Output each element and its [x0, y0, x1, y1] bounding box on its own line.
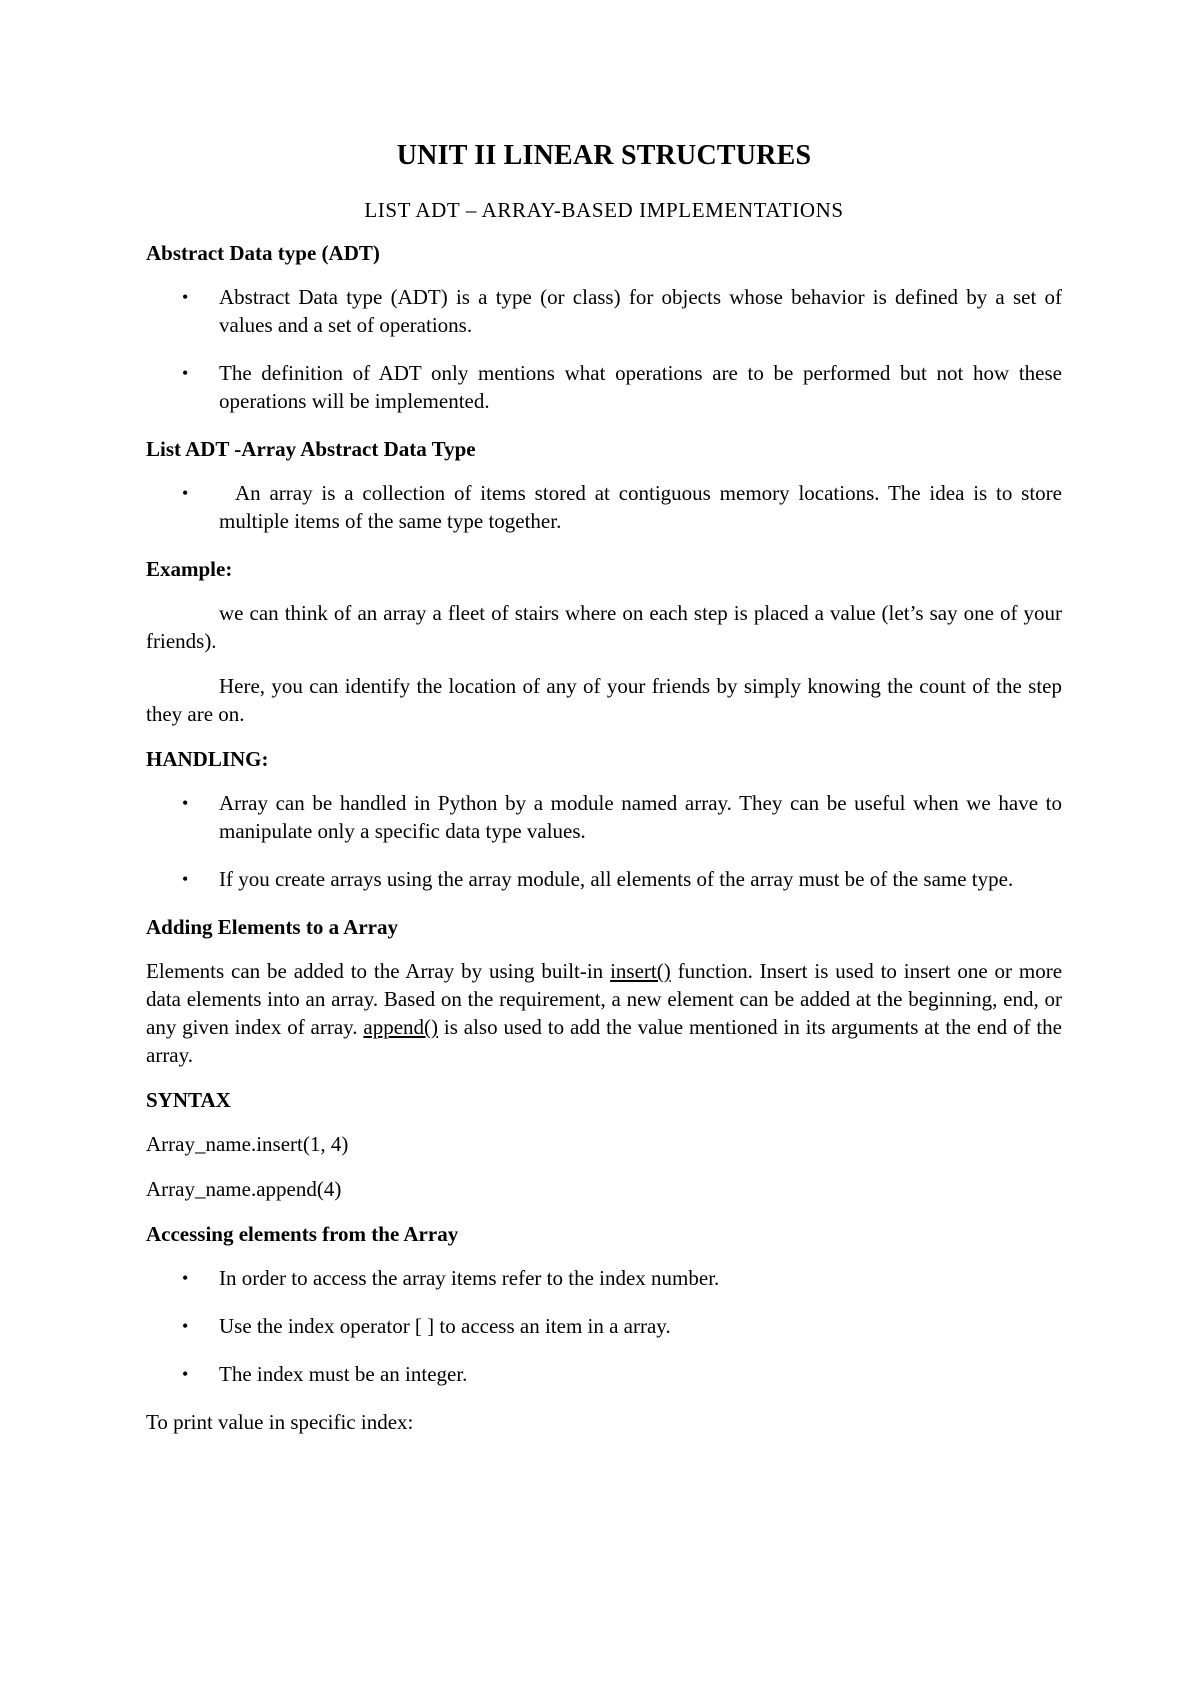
list-item-text: The index must be an integer.	[219, 1362, 468, 1386]
append-function-link[interactable]: append()	[363, 1015, 439, 1039]
page-subtitle: LIST ADT – ARRAY-BASED IMPLEMENTATIONS	[364, 198, 844, 222]
section-heading-adt: Abstract Data type (ADT)	[146, 241, 380, 265]
list-item-text: Use the index operator [ ] to access an item in a array.	[219, 1314, 671, 1338]
adding-text-2: function. Insert is used to insert one or more data elements into an array. Based on the requirement, a new element can be added at the beginning, end, or any given index of array.	[146, 959, 1063, 1039]
section-heading-handling: HANDLING:	[146, 747, 269, 771]
handling-bullet-list	[146, 789, 1062, 893]
list-item	[146, 789, 1062, 845]
list-item	[146, 479, 1062, 535]
adding-text-1: Elements can be added to the Array by using built-in	[146, 959, 611, 983]
list-item-text: Abstract Data type (ADT) is a type (or class) for objects whose behavior is defined by a set of values and a set of operations.	[219, 285, 1062, 337]
example-paragraph: we can think of an array a fleet of stairs where on each step is placed a value (let’s say one of your friends).	[146, 601, 1062, 653]
adding-paragraph	[146, 957, 1062, 1069]
section-heading-adding: Adding Elements to a Array	[146, 915, 398, 939]
list-item-text: An array is a collection of items stored at contiguous memory locations. The idea is to store multiple items of the same type together.	[219, 481, 1062, 533]
bullet-icon: •	[182, 1316, 189, 1336]
bullet-icon: •	[182, 363, 189, 383]
syntax-line: Array_name.insert(1, 4)	[146, 1132, 349, 1156]
accessing-bullet-list	[146, 1264, 1062, 1388]
adt-bullet-list	[146, 283, 1062, 415]
syntax-line: Array_name.append(4)	[146, 1177, 342, 1201]
example-paragraph: Here, you can identify the location of any of your friends by simply knowing the count of the step they are on.	[146, 674, 1062, 726]
adding-text-3: is also used to add the value mentioned in its arguments at the end of the array.	[146, 1015, 1063, 1067]
list-item	[146, 1312, 1062, 1340]
bullet-icon: •	[182, 1364, 189, 1384]
list-item-text: In order to access the array items refer to the index number.	[219, 1266, 720, 1290]
list-item	[146, 865, 1062, 893]
list-adt-bullet-list	[146, 479, 1062, 535]
list-item-text: Array can be handled in Python by a module named array. They can be useful when we have to manipulate only a specific data type values.	[219, 791, 1062, 843]
bullet-icon: •	[182, 483, 189, 503]
section-heading-list-adt: List ADT -Array Abstract Data Type	[146, 437, 476, 461]
list-item	[146, 1360, 1062, 1388]
list-item-text: The definition of ADT only mentions what operations are to be performed but not how these operations will be implemented.	[219, 361, 1062, 413]
list-item-text: If you create arrays using the array module, all elements of the array must be of the same type.	[219, 867, 1014, 891]
section-heading-example: Example:	[146, 557, 233, 581]
section-heading-syntax: SYNTAX	[146, 1088, 231, 1112]
accessing-footer-text: To print value in specific index:	[146, 1410, 414, 1434]
list-item	[146, 359, 1062, 415]
bullet-icon: •	[182, 793, 189, 813]
page-title: UNIT II LINEAR STRUCTURES	[396, 140, 812, 171]
bullet-icon: •	[182, 287, 189, 307]
list-item	[146, 1264, 1062, 1292]
insert-function-link[interactable]: insert()	[610, 959, 671, 983]
list-item	[146, 283, 1062, 339]
section-heading-accessing: Accessing elements from the Array	[146, 1222, 459, 1246]
document-content	[146, 140, 1062, 1453]
bullet-icon: •	[182, 1268, 189, 1288]
bullet-icon: •	[182, 869, 189, 889]
